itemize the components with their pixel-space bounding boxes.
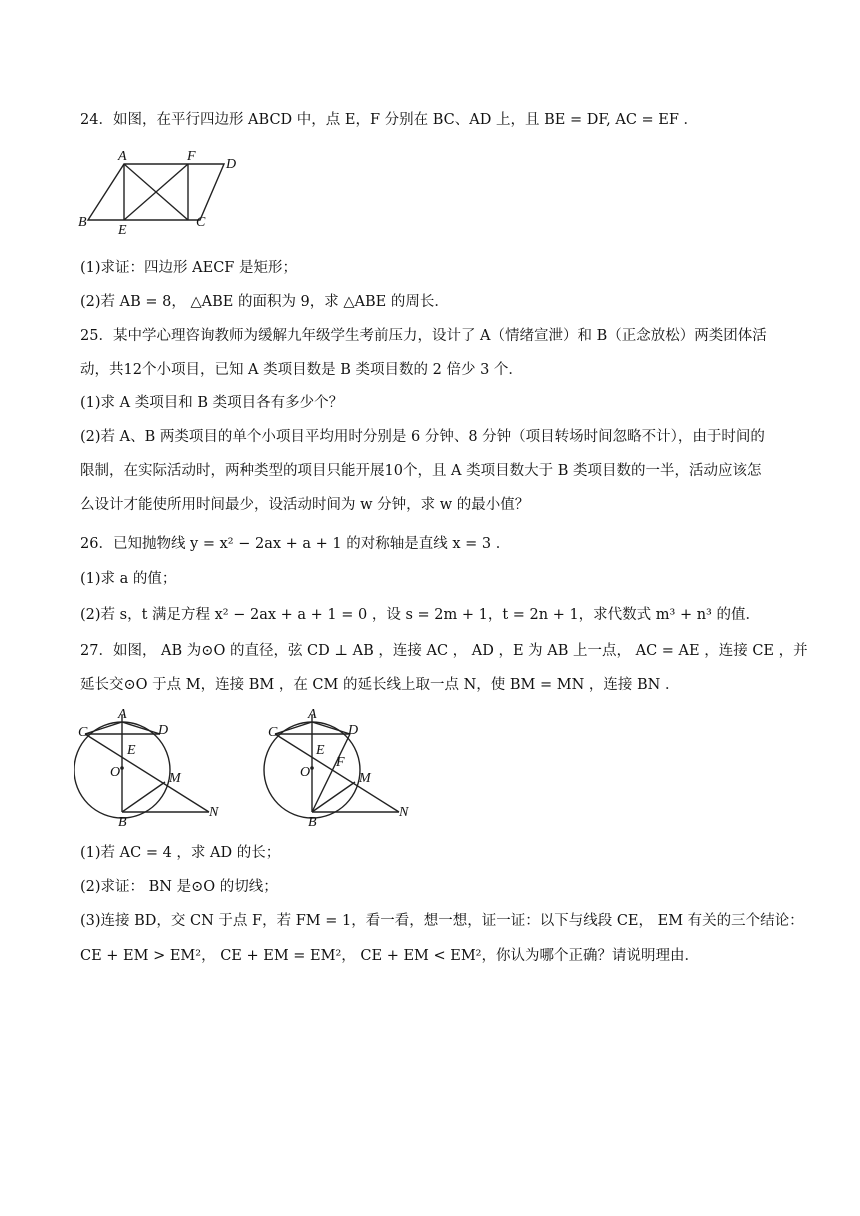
label-d: D (158, 723, 169, 738)
label-e: E (127, 743, 136, 758)
q25-part1: (1)求 A 类项目和 B 类项目各有多少个？ (80, 395, 344, 411)
label-b: B (308, 815, 317, 830)
q25-part2-line1: (2)若 A、B 两类项目的单个小项目平均用时分别是 6 分钟、8 分钟（项目转场时间忽略不计），由于时间的 (80, 429, 765, 445)
q27-part1: (1)若 AC = 4 ，求 AD 的长； (80, 845, 281, 861)
label-e: E (316, 743, 325, 758)
segment-bm (312, 782, 355, 812)
q27-part2: (2)求证： BN 是⊙O 的切线； (80, 879, 278, 895)
label-m: M (359, 771, 371, 786)
q25-part2-line3: 么设计才能使所用时间最少，设活动时间为 w 分钟，求 w 的最小值？ (80, 497, 530, 513)
q27-circle-figure-1 (74, 702, 224, 830)
q25-stem-line2: 动，共12个小项目，已知 A 类项目数是 B 类项目数的 2 倍少 3 个． (80, 362, 523, 378)
label-b: B (78, 215, 87, 230)
label-n: N (209, 805, 219, 820)
label-f: F (187, 149, 196, 164)
label-c: C (78, 725, 88, 740)
label-d: D (226, 157, 237, 172)
label-c: C (268, 725, 278, 740)
label-e: E (118, 223, 127, 238)
center-dot (120, 766, 124, 770)
label-c: C (196, 215, 206, 230)
label-o: O (110, 765, 121, 780)
q27-part3-line1: (3)连接 BD，交 CN 于点 F，若 FM = 1，看一看，想一想，证一证：以下与线段 CE， EM 有关的三个结论： (80, 913, 804, 929)
label-d: D (348, 723, 359, 738)
q27-part3-line2: CE + EM > EM²， CE + EM = EM²， CE + EM < EM²，你认为哪个正确？请说明理由． (80, 948, 699, 964)
q26-part1: (1)求 a 的值； (80, 571, 177, 587)
label-b: B (118, 815, 127, 830)
label-o: O (300, 765, 311, 780)
q24-part1: (1)求证：四边形 AECF 是矩形； (80, 260, 297, 276)
label-a: A (118, 707, 127, 722)
label-m: M (169, 771, 181, 786)
q25-part2-line2: 限制，在实际活动时，两种类型的项目只能开展10个，且 A 类项目数大于 B 类项目数的一半，活动应该怎 (80, 463, 762, 479)
label-f: F (336, 755, 345, 770)
line-cn (85, 734, 209, 812)
q27-stem-line1: 27．如图， AB 为⊙O 的直径，弦 CD ⊥ AB ，连接 AC ， AD ，E 为 AB 上一点， AC = AE ，连接 CE ，并 (80, 643, 808, 659)
line-cn (275, 734, 399, 812)
center-dot (310, 766, 314, 770)
segment-bm (122, 782, 165, 812)
label-n: N (399, 805, 409, 820)
q24-parallelogram-figure (74, 146, 249, 238)
label-a: A (118, 149, 127, 164)
label-a: A (308, 707, 317, 722)
q25-stem-line1: 25．某中学心理咨询教师为缓解九年级学生考前压力，设计了 A（情绪宣泄）和 B（正念放松）两类团体活 (80, 328, 767, 344)
q27-stem-line2: 延长交⊙O 于点 M，连接 BM ，在 CM 的延长线上取一点 N，使 BM = MN ，连接 BN ． (80, 677, 680, 693)
q27-circle-figure-2 (262, 702, 412, 830)
q26-stem: 26．已知抛物线 y = x² − 2ax + a + 1 的对称轴是直线 x = 3 ． (80, 536, 511, 552)
q24-part2: (2)若 AB = 8， △ABE 的面积为 9，求 △ABE 的周长． (80, 294, 449, 310)
q26-part2: (2)若 s，t 满足方程 x² − 2ax + a + 1 = 0 ，设 s = 2m + 1，t = 2n + 1，求代数式 m³ + n³ 的值． (80, 607, 760, 623)
q24-stem: 24．如图，在平行四边形 ABCD 中，点 E，F 分别在 BC、AD 上，且 BE = DF, AC = EF ． (80, 112, 699, 128)
